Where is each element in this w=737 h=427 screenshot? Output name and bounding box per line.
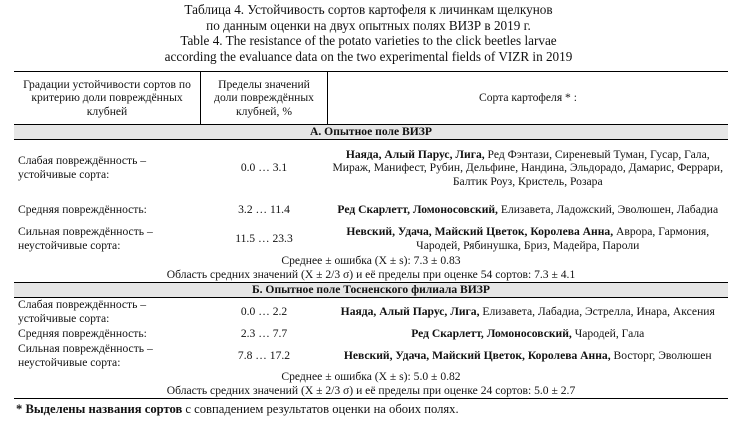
- gradation-cell: Слабая повреждённость – устойчивые сорта:: [18, 154, 147, 181]
- header-gradation: Градации устойчивости сортов по критерию доли повреждённых клубней: [14, 72, 201, 125]
- gradation-cell: Сильная повреждённость – неустойчивые сорта:: [18, 225, 153, 252]
- varieties-cell: [328, 342, 729, 370]
- caption-line-en-2: according the evaluance data on the two experimental fields of VIZR in 2019: [164, 48, 573, 64]
- caption-line-ru-1: Таблица 4. Устойчивость сортов картофеля к личинкам щелкунов: [184, 2, 553, 17]
- area-row: [14, 268, 728, 283]
- other-varieties: Елизавета, Лабадиа, Эстрелла, Инара, Аксения: [479, 305, 715, 319]
- highlighted-varieties: Наяда, Алый Парус, Лига,: [340, 305, 480, 319]
- other-varieties: Ред Фэнтази, Сиреневый Туман, Гусар, Гала, Мираж, Манифест, Рубин, Дельфине, Нандина, Эльдорадо, Дамарис, Феррари, Балтик Роуз, Кристель, Розара: [332, 147, 724, 188]
- section-b-title: Б. Опытное поле Тосненского филиала ВИЗР: [14, 283, 728, 298]
- range-cell: 3.2 … 11.4: [238, 203, 290, 217]
- footnote-rest: с совпадением результатов оценки на обоих полях.: [182, 402, 459, 416]
- other-varieties: Елизавета, Ладожский, Эволюшен, Лабадиа: [497, 203, 719, 217]
- range-cell: 0.0 … 3.1: [240, 161, 288, 175]
- table-row: [14, 224, 728, 254]
- table-footnote: [16, 402, 459, 417]
- section-a-title: А. Опытное поле ВИЗР: [14, 125, 728, 140]
- section-a-title-row: [14, 125, 728, 140]
- varieties-cell: [328, 298, 729, 327]
- highlighted-varieties: Наяда, Алый Парус, Лига,: [345, 147, 485, 161]
- gradation-cell: Сильная повреждённость – неустойчивые сорта:: [18, 342, 153, 369]
- table-row: [14, 342, 728, 370]
- section-a-area: Область средних значений (X ± 2/3 σ) и её пределы при оценке 54 сортов: 7.3 ± 4.1: [166, 268, 576, 282]
- footnote-star: *: [16, 402, 26, 416]
- section-b-title-row: [14, 283, 728, 298]
- highlighted-varieties: Ред Скарлетт, Ломоносовский,: [411, 327, 572, 341]
- gradation-cell: Слабая повреждённость – устойчивые сорта:: [18, 298, 147, 325]
- caption-line-ru-2: по данным оценки на двух опытных полях ВИЗР в 2019 г.: [206, 17, 531, 33]
- varieties-cell: [328, 224, 729, 254]
- other-varieties: Аврора, Гармония, Чародей, Рябинушка, Бриз, Мадейра, Пароли: [416, 225, 710, 252]
- other-varieties: Чародей, Гала: [571, 327, 645, 341]
- range-cell: 7.8 … 17.2: [237, 349, 291, 363]
- table-caption: [0, 2, 737, 64]
- varieties-cell: [328, 140, 729, 197]
- table-row: [14, 326, 728, 342]
- area-row: [14, 384, 728, 399]
- highlighted-varieties: Невский, Удача, Майский Цветок, Королева Анна,: [343, 349, 611, 363]
- mean-row: [14, 254, 728, 268]
- header-range: Пределы значений доли повреждённых клубней, %: [201, 72, 328, 125]
- gradation-cell: Средняя повреждённость:: [18, 327, 147, 341]
- other-varieties: Восторг, Эволюшен: [610, 349, 712, 363]
- section-a-mean: Среднее ± ошибка (X ± s): 7.3 ± 0.83: [281, 254, 461, 268]
- table-row: [14, 196, 728, 224]
- mean-row: [14, 370, 728, 384]
- section-b-mean: Среднее ± ошибка (X ± s): 5.0 ± 0.82: [281, 370, 461, 384]
- footnote-bold: Выделены названия сортов: [25, 402, 183, 416]
- varieties-cell: [328, 196, 729, 224]
- range-cell: 11.5 … 23.3: [235, 232, 293, 246]
- highlighted-varieties: Ред Скарлетт, Ломоносовский,: [337, 203, 498, 217]
- header-varieties: Сорта картофеля * :: [328, 72, 729, 125]
- caption-line-en-1: Table 4. The resistance of the potato varieties to the click beetles larvae: [180, 33, 557, 49]
- varieties-cell: [328, 326, 729, 342]
- range-cell: 0.0 … 2.2: [240, 305, 288, 319]
- table-row: [14, 140, 728, 197]
- gradation-cell: Средняя повреждённость:: [18, 203, 147, 217]
- table-row: [14, 298, 728, 327]
- section-b-area: Область средних значений (X ± 2/3 σ) и её пределы при оценке 24 сортов: 5.0 ± 2.7: [14, 384, 728, 399]
- table-header-row: [14, 72, 728, 125]
- resistance-table: [14, 71, 728, 399]
- highlighted-varieties: Невский, Удача, Майский Цветок, Королева Анна,: [346, 225, 614, 239]
- range-cell: 2.3 … 7.7: [240, 327, 288, 341]
